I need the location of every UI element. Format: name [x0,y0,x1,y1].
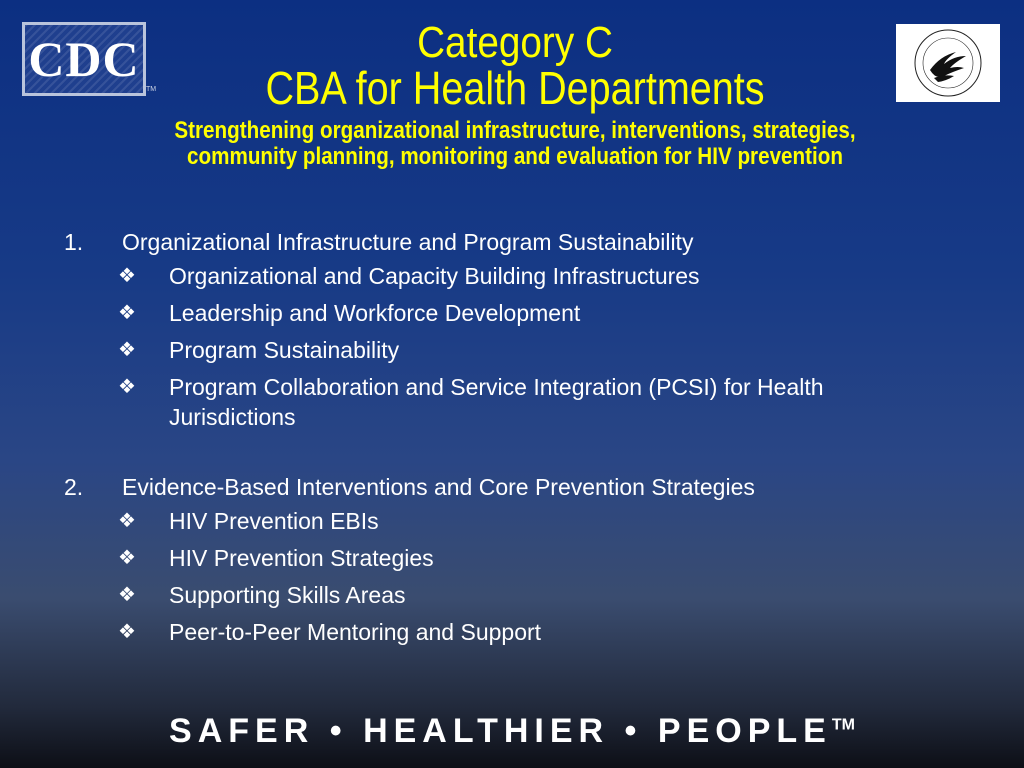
section-number: 2. [64,474,84,500]
list-item-text: Organizational and Capacity Building Infrastructures [169,263,700,289]
bullet-diamond-icon: ❖ [118,621,136,643]
cdc-trademark: TM [146,86,157,93]
list-item [0,617,1024,647]
bullet-diamond-icon: ❖ [118,510,136,532]
bullet-diamond-icon: ❖ [118,339,136,361]
cdc-logo-text: CDC [28,31,140,87]
list-item [0,506,1024,536]
list-item [0,298,1024,328]
list-item-text: HIV Prevention Strategies [169,545,434,571]
page-subtitle [124,118,907,170]
list-item-text: Program Collaboration and Service Integration (PCSI) for Health Jurisdictions [169,374,824,430]
footer-tagline-text: SAFER • HEALTHIER • PEOPLE [169,712,832,750]
list-item-text: HIV Prevention EBIs [169,508,379,534]
cdc-logo [22,22,146,96]
footer-tagline [0,712,1024,751]
section-heading [0,224,1024,261]
content-list [0,224,1024,654]
section-title: Evidence-Based Interventions and Core Prevention Strategies [122,474,755,500]
bullet-diamond-icon: ❖ [118,265,136,287]
list-item [0,261,1024,291]
page-title-line-2: CBA for Health Departments [265,62,765,114]
bullet-diamond-icon: ❖ [118,547,136,569]
bullet-diamond-icon: ❖ [118,302,136,324]
hhs-eagle-icon [900,26,996,100]
footer-trademark: TM [831,716,855,734]
section-number: 1. [64,229,84,255]
bullet-diamond-icon: ❖ [118,584,136,606]
page-title-line-1: Category C [417,18,613,67]
list-item-text: Program Sustainability [169,337,400,363]
list-item-text: Peer-to-Peer Mentoring and Support [169,619,542,645]
list-item-text: Supporting Skills Areas [169,582,406,608]
section-title: Organizational Infrastructure and Program Sustainability [122,229,694,255]
list-item [0,543,1024,573]
subtitle-line-2: community planning, monitoring and evaluation for HIV prevention [187,143,843,170]
list-item [0,580,1024,610]
hhs-seal-logo [896,24,1000,102]
bullet-diamond-icon: ❖ [118,376,136,398]
subtitle-line-1: Strengthening organizational infrastructure, interventions, strategies, [174,117,856,144]
list-item [0,335,1024,365]
list-item-text: Leadership and Workforce Development [169,300,581,326]
list-item [0,372,1024,432]
section-heading [0,469,1024,506]
